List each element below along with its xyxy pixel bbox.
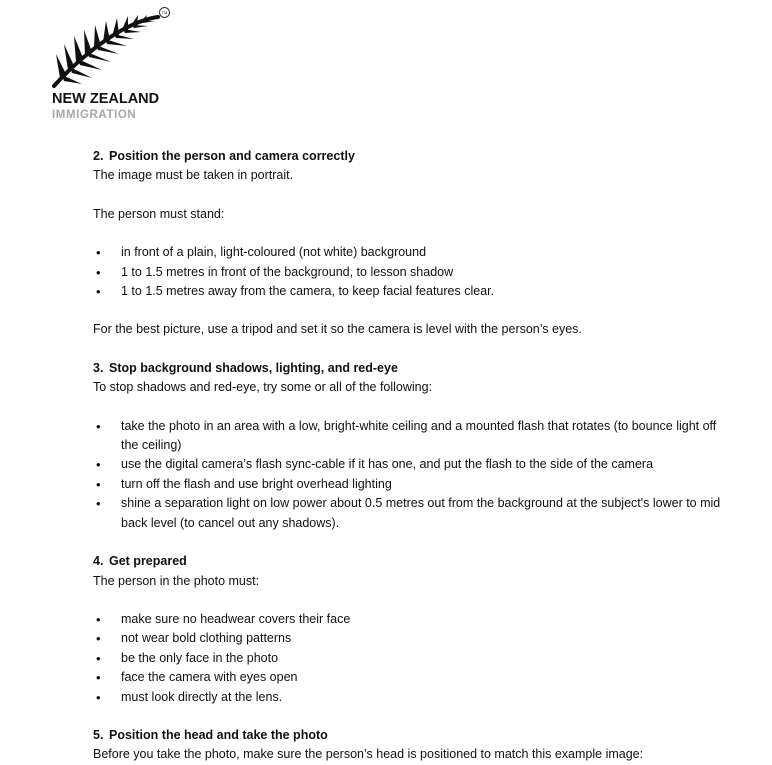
bullet-list [93, 610, 733, 707]
brand-subtitle: IMMIGRATION [52, 109, 137, 121]
section-intro: The person in the photo must: [93, 573, 260, 588]
list-item: • must look directly at the lens. [93, 688, 733, 707]
section-heading: 5. Position the head and take the photo [93, 727, 328, 742]
list-item: • use the digital camera’s flash sync-cable if it has one, and put the flash to the side of the camera [93, 455, 733, 474]
document-body [93, 147, 733, 765]
section-intro: Before you take the photo, make sure the person’s head is positioned to match this example image: [93, 747, 644, 762]
bullet-list [93, 417, 733, 533]
bullet-list [93, 243, 733, 301]
section-intro: The image must be taken in portrait. [93, 168, 294, 183]
list-item: • in front of a plain, light-coloured (not white) background [93, 243, 733, 262]
list-item: • 1 to 1.5 metres away from the camera, to keep facial features clear. [93, 282, 733, 301]
section-heading: 2. Position the person and camera correctly [93, 149, 355, 163]
brand-name: NEW ZEALAND [52, 91, 160, 107]
section-lead: The person must stand: [93, 206, 225, 221]
list-item: • 1 to 1.5 metres in front of the background, to lesson shadow [93, 263, 733, 282]
section-heading: 4. Get prepared [93, 554, 187, 569]
list-item: • make sure no headwear covers their face [93, 610, 733, 629]
list-item: • take the photo in an area with a low, bright-white ceiling and a mounted flash that rotates (to bounce light off the ceiling) [93, 417, 733, 456]
silver-fern-icon [52, 4, 162, 88]
nz-immigration-logo [52, 4, 172, 124]
section-intro: To stop shadows and red-eye, try some or all of the following: [93, 380, 433, 395]
list-item: • not wear bold clothing patterns [93, 629, 733, 648]
list-item: • face the camera with eyes open [93, 668, 733, 687]
section-outro: For the best picture, use a tripod and set it so the camera is level with the person’s eyes. [93, 322, 582, 337]
section-heading: 3. Stop background shadows, lighting, and red-eye [93, 360, 398, 375]
trademark-symbol: TM [159, 7, 170, 18]
list-item: • turn off the flash and use bright overhead lighting [93, 475, 733, 494]
list-item: • be the only face in the photo [93, 649, 733, 668]
list-item: • shine a separation light on low power about 0.5 metres out from the background at the subject's lower to mid back level (to cancel out any shadows). [93, 494, 733, 533]
